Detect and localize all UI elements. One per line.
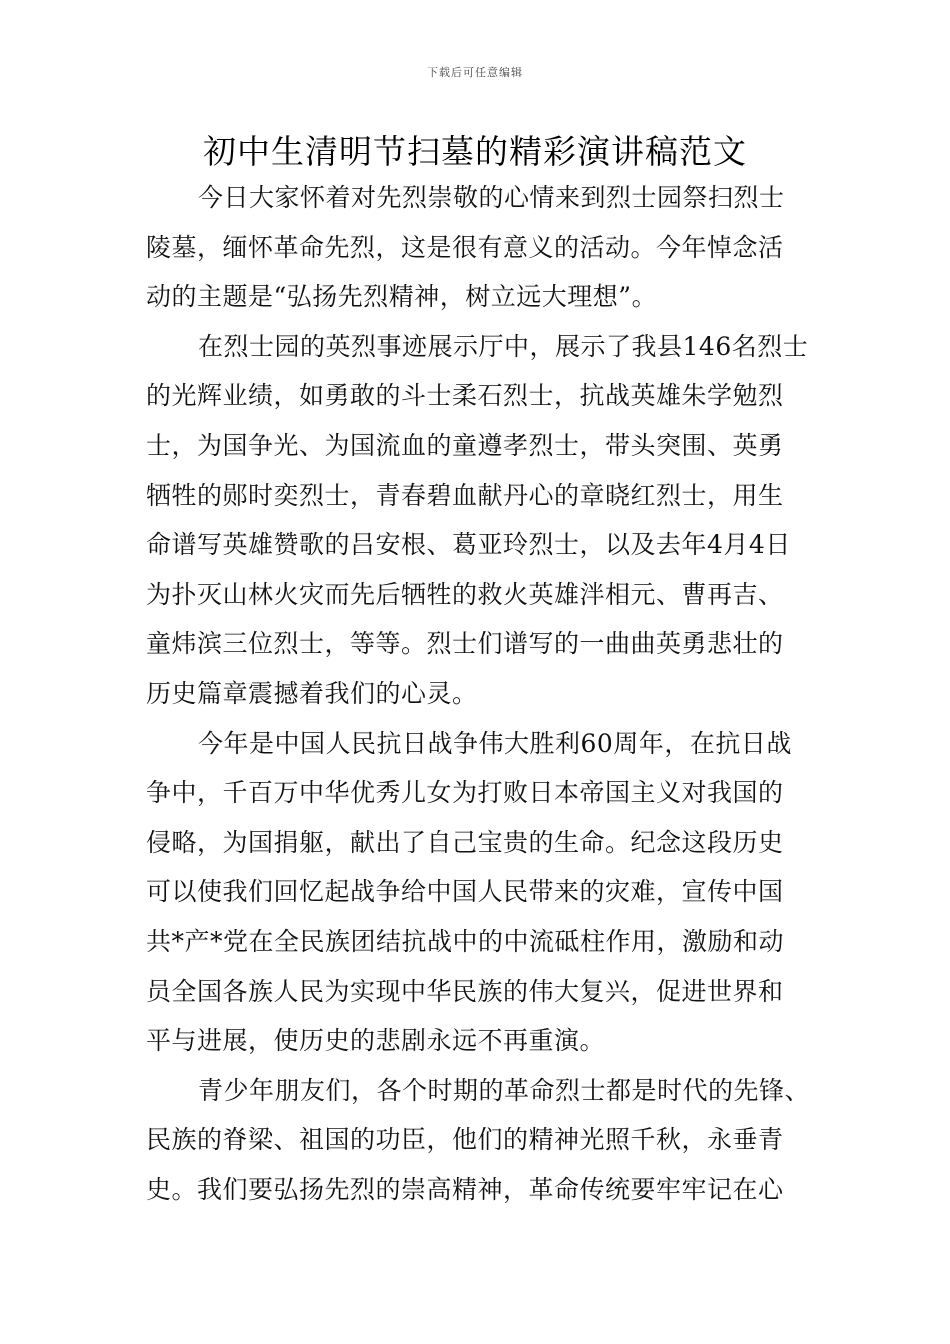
paragraph-line: 的光辉业绩，如勇敢的斗士柔石烈士，抗战英雄朱学勉烈 xyxy=(146,381,784,411)
paragraph-line: 员全国各族人民为实现中华民族的伟大复兴，促进世界和 xyxy=(146,976,784,1006)
paragraph-2 xyxy=(146,322,809,719)
paragraph-line: 童炜滨三位烈士，等等。烈士们谱写的一曲曲英勇悲壮的 xyxy=(146,629,784,659)
paragraph-line: 在烈士园的英烈事迹展示厅中，展示了我县146名烈士 xyxy=(198,331,809,361)
paragraph-line: 动的主题是“弘扬先烈精神，树立远大理想”。 xyxy=(146,282,658,312)
paragraph-line: 命谱写英雄赞歌的吕安根、葛亚玲烈士，以及去年4月4日 xyxy=(146,530,791,560)
paragraph-line: 侵略，为国捐躯，献出了自己宝贵的生命。纪念这段历史 xyxy=(146,827,784,857)
document-body xyxy=(146,173,811,1214)
paragraph-line: 今日大家怀着对先烈崇敬的心情来到烈士园祭扫烈士 xyxy=(198,183,785,212)
paragraph-line: 可以使我们回忆起战争给中国人民带来的灾难，宣传中国 xyxy=(146,877,784,907)
paragraph-3 xyxy=(146,719,806,1066)
paragraph-line: 士，为国争光、为国流血的童遵孝烈士，带头突围、英勇 xyxy=(146,430,784,460)
paragraph-4 xyxy=(146,1066,811,1215)
header-note: 下载后可任意编辑 xyxy=(427,66,523,79)
paragraph-line: 争中，千百万中华优秀儿女为打败日本帝国主义对我国的 xyxy=(146,778,784,808)
paragraph-line: 青少年朋友们，各个时期的革命烈士都是时代的先锋、 xyxy=(198,1075,811,1105)
paragraph-line: 平与进展，使历史的悲剧永远不再重演。 xyxy=(146,1026,606,1056)
paragraph-line: 历史篇章震撼着我们的心灵。 xyxy=(146,678,478,708)
paragraph-1 xyxy=(146,173,806,322)
paragraph-line: 史。我们要弘扬先烈的崇高精神，革命传统要牢牢记在心 xyxy=(146,1174,784,1204)
paragraph-line: 今年是中国人民抗日战争伟大胜利60周年，在抗日战 xyxy=(198,728,792,758)
paragraph-line: 共*产*党在全民族团结抗战中的中流砥柱作用，激励和动 xyxy=(146,926,785,956)
document-title: 初中生清明节扫墓的精彩演讲稿范文 xyxy=(203,132,747,171)
paragraph-line: 陵墓，缅怀革命先烈，这是很有意义的活动。今年悼念活 xyxy=(146,232,784,262)
paragraph-line: 民族的脊梁、祖国的功臣，他们的精神光照千秋，永垂青 xyxy=(146,1125,784,1155)
paragraph-line: 牺牲的郧时奕烈士，青春碧血献丹心的章晓红烈士，用生 xyxy=(146,480,784,510)
paragraph-line: 为扑灭山林火灾而先后牺牲的救火英雄泮相元、曹再吉、 xyxy=(146,579,784,609)
